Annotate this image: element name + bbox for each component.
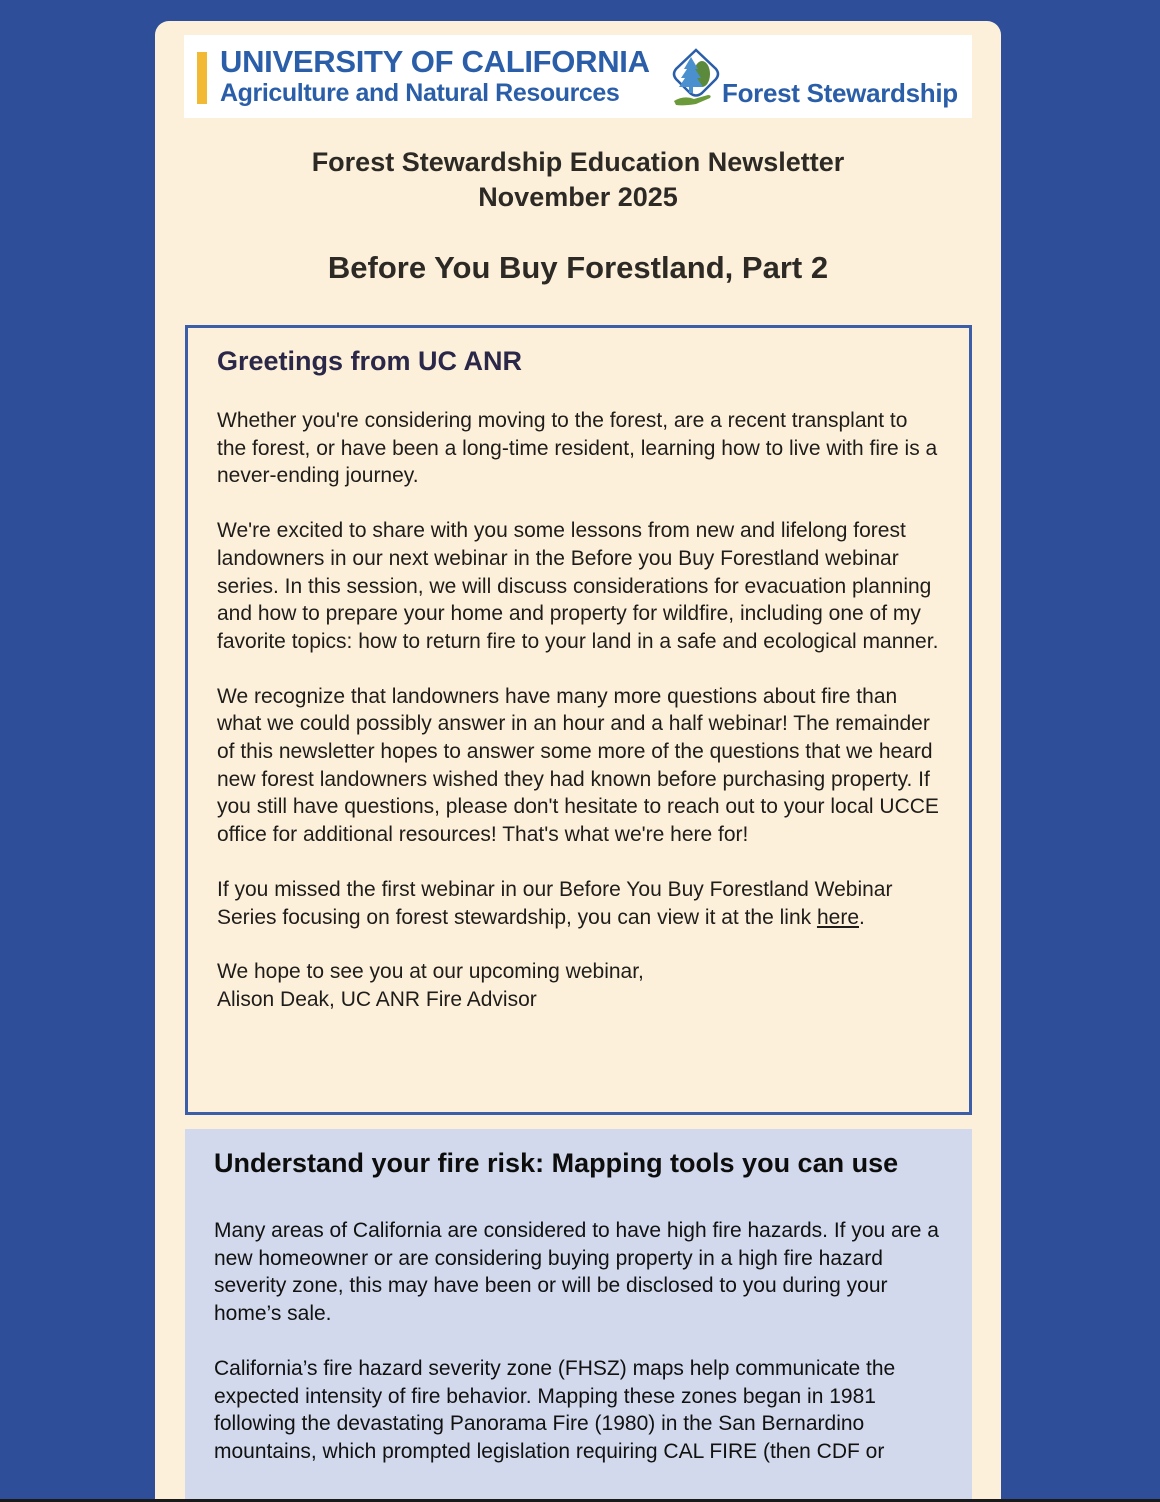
fire-risk-paragraph: Many areas of California are considered to have high fire hazards. If you are a new homeowner or are considering buying property in a high fire hazard severity zone, this may have been or will be disclosed to you during your home’s sale.	[214, 1219, 939, 1326]
fire-risk-heading: Understand your fire risk: Mapping tools you can use	[214, 1148, 899, 1178]
newsletter-title: Forest Stewardship Education Newsletter	[311, 147, 845, 177]
newsletter-subtitle: Before You Buy Forestland, Part 2	[327, 250, 829, 285]
webinar-recording-link[interactable]: here	[816, 905, 859, 929]
signature: Alison Deak, UC ANR Fire Advisor	[217, 987, 537, 1011]
greeting-paragraph: We recognize that landowners have many more questions about fire than what we could possibly answer in an hour and a half webinar! The remainder of this newsletter hopes to answer some more of the questions that we heard new forest landowners wished they had known before purchasing property. If you still have questions, please don't hesitate to reach out to your local UCCE office for additional resources! That's what we're here for!	[217, 684, 939, 847]
period: .	[859, 905, 865, 929]
tree-in-hand-icon	[666, 47, 726, 109]
issue-date: November 2025	[478, 182, 678, 212]
header-banner	[184, 35, 972, 118]
greeting-section	[185, 325, 972, 1115]
fire-risk-paragraph: California’s fire hazard severity zone (FHSZ) maps help communicate the expected intensity of fire behavior. Mapping these zones began in 1981 following the devastating Panorama Fire (1980) in the San Bernardino mountains, which prompted legislation requiring CAL FIRE (then CDF or	[214, 1356, 896, 1463]
missed-webinar-paragraph	[217, 876, 941, 931]
missed-webinar-text: If you missed the first webinar in our Before You Buy Forestland Webinar Series focusing on forest stewardship, you can view it at the link	[217, 877, 893, 929]
greeting-paragraph: Whether you're considering moving to the forest, are a recent transplant to the forest, or have been a long-time resident, learning how to live with fire is a never-ending journey.	[217, 409, 938, 488]
university-name: UNIVERSITY OF CALIFORNIA	[220, 44, 650, 79]
program-name: Forest Stewardship	[722, 78, 958, 108]
closing-paragraph	[217, 958, 941, 1013]
newsletter-container	[155, 21, 1001, 1502]
fire-risk-section	[185, 1129, 972, 1502]
title-block	[155, 145, 1001, 286]
greeting-heading: Greetings from UC ANR	[217, 346, 523, 376]
gold-accent-bar	[197, 52, 207, 104]
closing-line: We hope to see you at our upcoming webinar,	[217, 960, 644, 984]
division-name: Agriculture and Natural Resources	[220, 79, 620, 107]
greeting-paragraph: We're excited to share with you some lessons from new and lifelong forest landowners in our next webinar in the Before you Buy Forestland webinar series. In this session, we will discuss considerations for evacuation planning and how to prepare your home and property for wildfire, including one of my favorite topics: how to return fire to your land in a safe and ecological manner.	[217, 519, 939, 653]
